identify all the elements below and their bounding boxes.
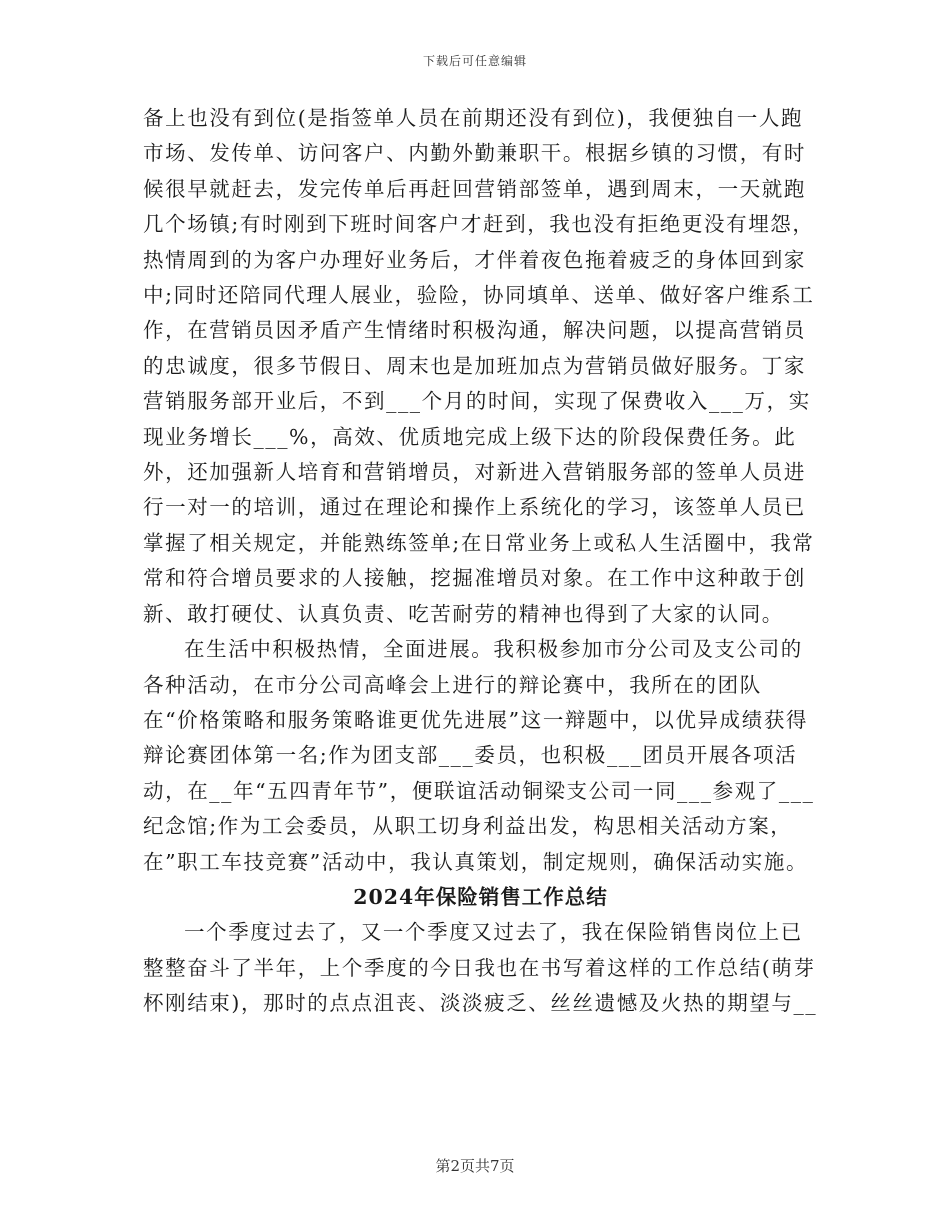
section-title: 2024年保险销售工作总结 [353,884,608,909]
paragraph-3: 一个季度过去了，又一个季度又过去了，我在保险销售岗位上已整整奋斗了半年，上个季度的今日我也在书写着这样的工作总结(萌芽杯刚结束)，那时的点点沮丧、淡淡疲乏、丝丝遗憾及火热的期望与__ [143,920,818,1016]
page-header: 下载后可任意编辑 [422,54,527,68]
document-body [143,101,818,1022]
page-number: 第2页共7页 [435,1157,515,1175]
paragraph-2: 在生活中积极热情，全面进展。我积极参加市分公司及支公司的各种活动，在市分公司高峰会上进行的辩论赛中，我所在的团队在“价格策略和服务策略谁更优先进展”这一辩题中，以优异成绩获得辩论赛团体第一名;作为团支部___委员，也积极___团员开展各项活动，在__年“五四青年节”，便联谊活动铜梁支公司一同___参观了___纪念馆;作为工会委员，从职工切身利益出发，构思相关活动方案，在”职工车技竞赛”活动中，我认真策划，制定规则，确保活动实施。 [143,637,815,874]
paragraph-1: 备上也没有到位(是指签单人员在前期还没有到位)，我便独自一人跑市场、发传单、访问客户、内勤外勤兼职干。根据乡镇的习惯，有时候很早就赶去，发完传单后再赶回营销部签单，遇到周末，一天就跑几个场镇;有时刚到下班时间客户才赶到，我也没有拒绝更没有埋怨，热情周到的为客户办理好业务后，才伴着夜色拖着疲乏的身体回到家中;同时还陪同代理人展业，验险，协同填单、送单、做好客户维系工作，在营销员因矛盾产生情绪时积极沟通，解决问题，以提高营销员的忠诚度，很多节假日、周末也是加班加点为营销员做好服务。丁家营销服务部开业后，不到___个月的时间，实现了保费收入___万，实现业务增长___%，高效、优质地完成上级下达的阶段保费任务。此外，还加强新人培育和营销增员，对新进入营销服务部的签单人员进行一对一的培训，通过在理论和操作上系统化的学习，该签单人员已掌握了相关规定，并能熟练签单;在日常业务上或私人生活圈中，我常常和符合增员要求的人接触，挖掘准增员对象。在工作中这种敢于创新、敢打硬仗、认真负责、吃苦耐劳的精神也得到了大家的认同。 [143,106,815,626]
